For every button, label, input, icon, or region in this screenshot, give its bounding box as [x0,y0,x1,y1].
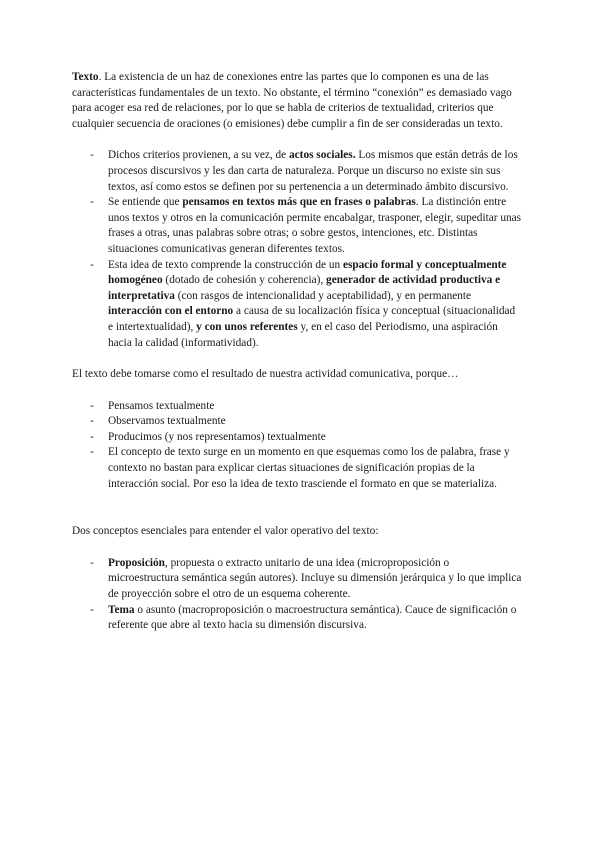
textual-list [72,399,522,493]
list-item-text: y, en el caso del Periodismo, una aspiración hacia la calidad (informatividad). [108,320,498,349]
list-item [108,258,522,352]
intro-text: . La existencia de un haz de conexiones entre las partes que lo componen es una de las características fundamentales de un texto. No obstante, el término “conexión” es demasiado vago para acoger esa red de relaciones, por lo que se habla de criterios de textualidad, criterios que cualquier secuencia de oraciones (o emisiones) debe cumplir a fin de ser consideradas un texto. [72,71,512,130]
list-item-bold: y con unos referentes [196,320,298,333]
concepts-list [72,556,522,634]
paragraph-concepts: Dos conceptos esenciales para entender el valor operativo del texto: [72,525,379,538]
list-item: - Pensamos textualmente [108,399,522,415]
list-item: - Producimos (y nos representamos) textualmente [108,430,522,446]
list-item-text: Esta idea de texto comprende la construcción de un [108,258,343,271]
spacer [72,351,522,367]
list-item-bold: espacio formal y conceptualmente homogéneo [108,258,507,287]
list-item-text: . La distinción entre unos textos y otros en la comunicación permite encabalgar, trasponer, elegir, supeditar unas frases a otras, unas palabras sobre otras; o sobre gestos, intenciones, etc. Distintas situaciones comunicativas generan diferentes textos. [108,196,522,255]
intro-term: Texto [72,71,99,83]
list-item-text: Se entiende que [108,196,183,209]
list-item: - El concepto de texto surge en un momento en que esquemas como los de palabra, frase y contexto no bastan para explicar ciertas situaciones de significación propias de la interacción social. Por eso la idea de texto trasciende el formato en que se materializa. [108,445,522,492]
paragraph-text-result: El texto debe tomarse como el resultado de nuestra actividad comunicativa, porque… [72,368,459,381]
list-item [108,195,522,257]
list-item-text: o asunto (macroproposición o macroestructura semántica). Cauce de significación o referente que abre al texto hacia su dimensión discursiva. [108,603,517,632]
list-item-bold: pensamos en textos más que en frases o palabras [182,196,416,209]
list-item-bold: Tema [108,603,135,616]
spacer [72,540,522,556]
list-item-text: (con rasgos de intencionalidad y aceptabilidad), y en permanente [174,289,472,302]
spacer [72,383,522,399]
criteria-list [72,148,522,351]
list-item-text: , propuesta o extracto unitario de una idea (microproposición o microestructura semántica según autores). Incluye su dimensión jerárquica y lo que implica de proyección sobre el otro de un esquema coherente. [108,556,522,601]
list-item-bold: Proposición [108,556,165,569]
spacer [72,492,522,524]
list-item [108,556,522,603]
list-item [108,603,522,634]
document-page [72,70,522,634]
list-item-text: a causa de su localización física y conceptual (situacionalidad e intertextualidad), [108,305,516,333]
list-item-bold: generador de actividad productiva e interpretativa [108,274,501,302]
list-item [108,148,522,195]
list-item-text: Dichos criterios provienen, a su vez, de [108,149,290,162]
intro-paragraph [72,70,522,132]
list-item-text: Los mismos que están detrás de los procesos discursivos y les dan carta de naturaleza. Porque un discurso no existe sin sus textos, así como estos se definen por su pertenencia a un determinado ámbito discursivo. [108,149,518,193]
list-item: - Observamos textualmente [108,414,522,430]
list-item-bold: actos sociales. [289,149,356,162]
list-item-bold: interacción con el entorno [108,305,234,318]
list-item-text: (dotado de cohesión y coherencia), [162,274,327,287]
